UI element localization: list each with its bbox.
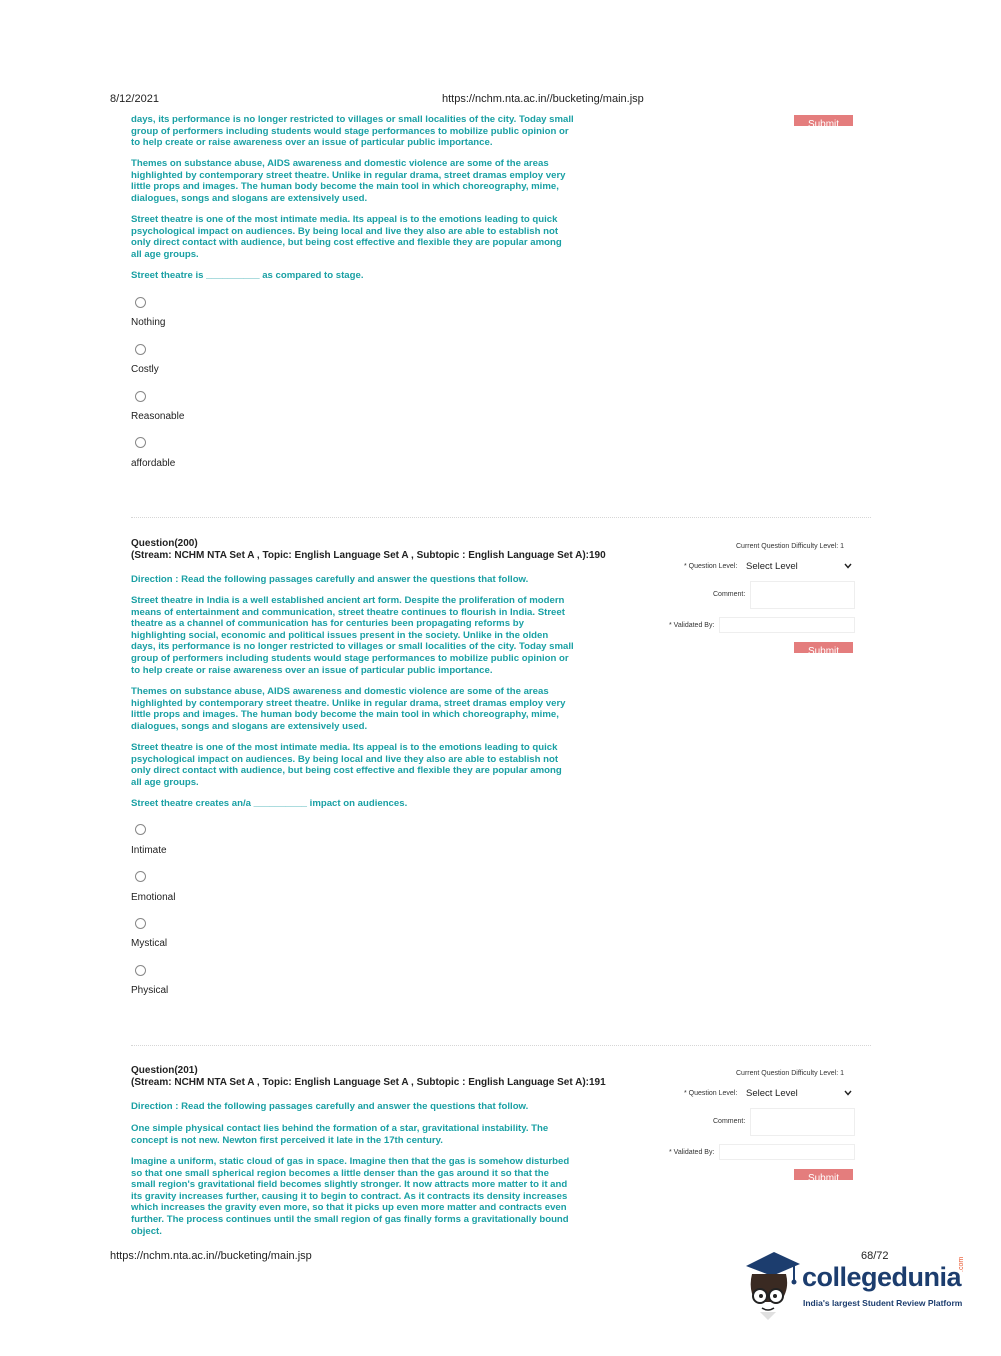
q201-submit-button[interactable]: Submit: [794, 1169, 853, 1180]
q201-direction: Direction : Read the following passages carefully and answer the questions that follow.: [131, 1101, 529, 1112]
q199-passage-p2: Themes on substance abuse, AIDS awareness and domestic violence are some of the areas highlighted by contemporary street theatre. Unlike in regular drama, street dramas employ very little props and images. The human body become the main tool in which choreography, mime, dialogues, songs and slogans are extensively used.: [131, 158, 566, 204]
q199-option-4-radio[interactable]: [135, 437, 146, 448]
q200-comment-label: Comment:: [713, 591, 746, 598]
q200-option-3-radio[interactable]: [135, 918, 146, 929]
q200-select-value: Select Level: [746, 560, 798, 572]
q201-title: Question(201) (Stream: NCHM NTA Set A , Topic: English Language Set A , Subtopic : English Language Set A):191: [131, 1065, 606, 1088]
q199-option-2-label: Costly: [131, 364, 159, 375]
q201-validated-field[interactable]: [719, 1144, 855, 1160]
q200-option-2-radio[interactable]: [135, 871, 146, 882]
q201-select-value: Select Level: [746, 1087, 798, 1099]
q199-submit-button[interactable]: Submit: [794, 115, 853, 126]
q199-passage-p3: Street theatre is one of the most intimate media. Its appeal is to the emotions leading to quick psychological impact on audiences. By being local and live they also are able to establish not only direct contact with audience, but being cost effective and flexible they are popular among all age groups.: [131, 214, 562, 260]
q200-option-3-label: Mystical: [131, 938, 168, 949]
print-url: https://nchm.nta.ac.in//bucketing/main.jsp: [442, 93, 644, 105]
q200-passage-p3: Street theatre is one of the most intimate media. Its appeal is to the emotions leading to quick psychological impact on audiences. By being local and live they also are able to establish not only direct contact with audience, but being cost effective and flexible they are popular among all age groups.: [131, 742, 562, 788]
q200-question: Street theatre creates an/a __________ impact on audiences.: [131, 798, 408, 809]
q200-option-4-label: Physical: [131, 985, 169, 996]
q201-difficulty-label: Current Question Difficulty Level: 1: [736, 1070, 845, 1077]
q200-comment-field[interactable]: [750, 581, 855, 609]
q199-option-4-label: affordable: [131, 458, 176, 469]
brand-tagline: India's largest Student Review Platform: [803, 1298, 963, 1308]
q200-title: Question(200) (Stream: NCHM NTA Set A , Topic: English Language Set A , Subtopic : English Language Set A):190: [131, 538, 606, 561]
q200-option-4-radio[interactable]: [135, 965, 146, 976]
footer-url: https://nchm.nta.ac.in//bucketing/main.jsp: [110, 1250, 312, 1262]
q200-submit-button[interactable]: Submit: [794, 642, 853, 653]
q201-comment-field[interactable]: [750, 1108, 855, 1136]
q199-option-1-label: Nothing: [131, 317, 166, 328]
q201-validated-label: * Validated By:: [669, 1149, 715, 1156]
q199-option-2-radio[interactable]: [135, 344, 146, 355]
q199-passage-p1: days, its performance is no longer restricted to villages or small localities of the city. Today small group of performers including students would stage performances to mobilize public opinion or to help create or raise awareness over an issue of particular public importance.: [131, 114, 574, 149]
print-date: 8/12/2021: [110, 93, 159, 105]
q200-difficulty-label: Current Question Difficulty Level: 1: [736, 543, 845, 550]
q200-option-2-label: Emotional: [131, 892, 176, 903]
q200-validated-field[interactable]: [719, 617, 855, 633]
chevron-down-icon: [844, 1090, 852, 1096]
q201-passage-p2: Imagine a uniform, static cloud of gas in space. Imagine then that the gas is somehow disturbed so that one small spherical region becomes a little denser than the gas around it so that the small region's gravitational field becomes slightly stronger. It now attracts more matter to it and its gravity increases further, causing it to begin to contract. As it contracts its density increases which increases the gravity even more, so that it picks up even more matter and contracts even further. The process continues until the small region of gas finally forms a gravitationally bound object.: [131, 1156, 570, 1237]
q200-direction: Direction : Read the following passages carefully and answer the questions that follow.: [131, 574, 529, 585]
page-number: 68/72: [861, 1250, 889, 1262]
q200-passage-p2: Themes on substance abuse, AIDS awareness and domestic violence are some of the areas highlighted by contemporary street theatre. Unlike in regular drama, street dramas employ very little props and images. The human body become the main tool in which choreography, mime, dialogues, songs and slogans are extensively used.: [131, 686, 566, 732]
q199-option-3-label: Reasonable: [131, 411, 185, 422]
q200-option-1-radio[interactable]: [135, 824, 146, 835]
q199-option-3-radio[interactable]: [135, 391, 146, 402]
q199-question: Street theatre is __________ as compared to stage.: [131, 270, 364, 281]
question-divider: [131, 517, 871, 518]
q200-question-level-select[interactable]: [744, 559, 854, 573]
q200-option-1-label: Intimate: [131, 845, 167, 856]
q200-question-level-label: * Question Level:: [684, 563, 738, 570]
q201-question-level-label: * Question Level:: [684, 1090, 738, 1097]
q200-passage-p1: Street theatre in India is a well established ancient art form. Despite the proliferation of modern means of entertainment and communication, street theatre continues to flourish in India. Street theatre as a channel of communication has for centuries been propagating reforms by highlighting social, economic and political issues present in the society. Unlike in the olden days, its performance is no longer restricted to villages or small localities of the city. Today small group of performers including students would stage performances to mobilize public opinion or to help create or raise awareness over an issue of particular public importance.: [131, 595, 574, 676]
brand-name: collegedunia: [802, 1262, 962, 1292]
q199-option-1-radio[interactable]: [135, 297, 146, 308]
question-divider: [131, 1045, 871, 1046]
q201-question-level-select[interactable]: [744, 1086, 854, 1100]
q201-comment-label: Comment:: [713, 1118, 746, 1125]
collegedunia-mascot-icon: [740, 1250, 802, 1320]
brand-com: .com: [958, 1256, 965, 1272]
q201-passage-p1: One simple physical contact lies behind the formation of a star, gravitational instability. The concept is not new. Newton first perceived it late in the 17th century.: [131, 1123, 549, 1146]
chevron-down-icon: [844, 563, 852, 569]
q200-validated-label: * Validated By:: [669, 622, 715, 629]
